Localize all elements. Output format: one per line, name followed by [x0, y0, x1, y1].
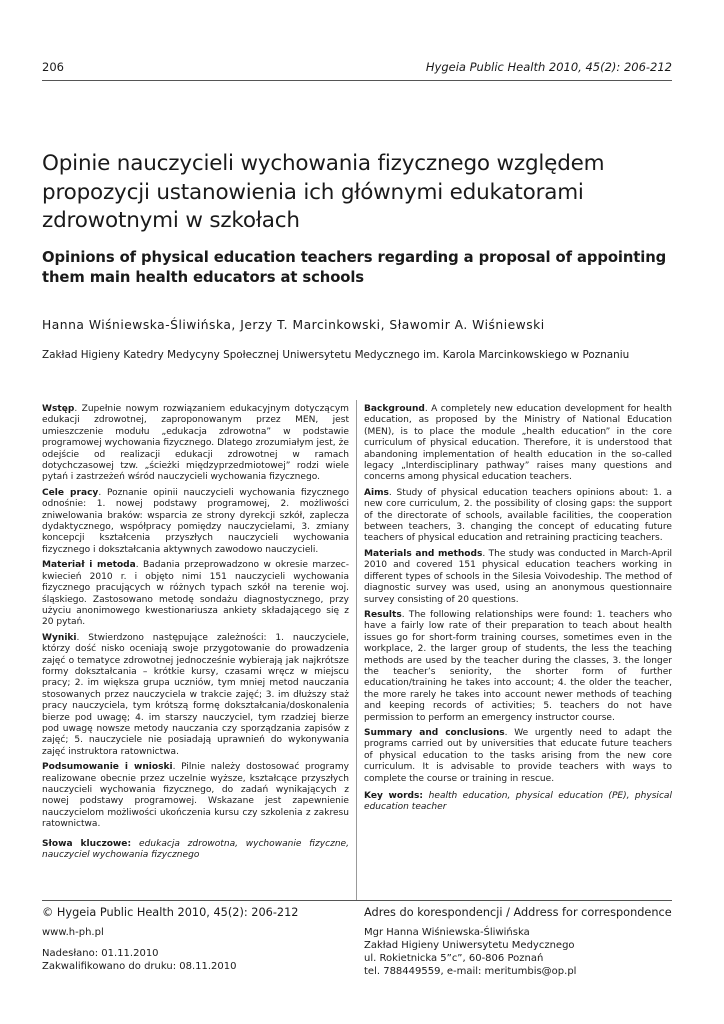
correspondence-heading: Adres do korespondencji / Address for correspondence	[364, 906, 672, 919]
abstract-english	[364, 404, 672, 844]
address-line: ul. Rokietnicka 5”c”, 60-806 Poznań	[364, 953, 544, 964]
abstract-pl-aim: Cele pracy. Poznanie opinii nauczycieli wychowania fizycznego odnośnie: 1. nowej podstawy programowej, 2. możliwości zniwelowania braków: wsparcia ze strony dyrekcji szkół, zaplecza dydaktycznego, współpracy pomiędzy nauczycielami, 3. zmiany koncepcji kształcenia przyszłych nauczycieli wychowania fizycznego i dokształcania aktywnych zawodowo nauczycieli.	[42, 487, 349, 555]
header-rule	[42, 80, 672, 81]
citation: © Hygeia Public Health 2010, 45(2): 206-212	[42, 906, 299, 919]
title-english: Opinions of physical education teachers regarding a proposal of appointing them main health educators at schools	[42, 249, 667, 286]
abstract-en-background: Background. A completely new education development for health education, as proposed by the Ministry of National Education (MEN), is to place the module „health education” in the core curriculum of physical education. Therefore, it is understood that abandoning implementation of health education in the so-called legacy „Interdisciplinary pathway” raises many questions and concerns among physical education teachers.	[364, 404, 672, 483]
page-number: 206	[42, 60, 64, 74]
address-line: Mgr Hanna Wiśniewska-Śliwińska	[364, 927, 530, 938]
affiliation: Zakład Higieny Katedry Medycyny Społecznej Uniwersytetu Medycznego im. Karola Marcinkowskiego w Poznaniu	[42, 349, 630, 361]
address-line: tel. 788449559, e-mail: meritumbis@op.pl	[364, 966, 577, 977]
publication-info	[42, 905, 342, 973]
abstract-pl-intro: Wstęp. Zupełnie nowym rozwiązaniem edukacyjnym dotyczącym edukacji zdrowotnej, zaproponowanym przez MEN, jest umieszczenie modułu „edukacja zdrowotna” w podstawie programowej wychowania fizycznego. Dlatego zrozumiałym jest, że odejście od realizacji edukacji zdrowotnej w ramach dotychczasowej tzw. „ścieżki międzyprzedmiotowej” rodzi wiele pytań i zastrzeżeń wśród nauczycieli wychowania fizycznego.	[42, 404, 349, 483]
abstract-en-aims: Aims. Study of physical education teachers opinions about: 1. a new core curriculum, 2. the possibility of closing gaps: the support of the directorate of schools, available facilities, the cooperation between teachers, 3. changing the concept of educating future teachers of physical education and retraining practicing teachers.	[364, 487, 672, 544]
journal-reference: Hygeia Public Health 2010, 45(2): 206-212	[425, 60, 672, 74]
submitted-date: Nadesłano: 01.11.2010	[42, 948, 159, 959]
abstract-en-summary: Summary and conclusions. We urgently need to adapt the programs carried out by universities that educate future teachers of physical education to the tasks arising from the new core curriculum. It is advisable to provide teachers with ways to complete the course or training in rescue.	[364, 727, 672, 784]
abstract-pl-conclusions: Podsumowanie i wnioski. Pilnie należy dostosować programy realizowane obecnie przez uczelnie wyższe, kształcące przyszłych nauczycieli wychowania fizycznego, do zadań wynikających z nowej podstawy programowej. Wskazane jest zapewnienie nauczycielom możliwości ukończenia kursu czy szkolenia z zakresu ratownictwa.	[42, 762, 349, 830]
abstract-en-keywords: Key words: health education, physical education (PE), physical education teacher	[364, 791, 672, 813]
address-line: Zakład Higieny Uniwersytetu Medycznego	[364, 940, 575, 951]
column-divider	[356, 400, 357, 900]
footer-rule	[42, 900, 672, 901]
correspondence-address	[364, 905, 684, 978]
abstract-pl-keywords: Słowa kluczowe: edukacja zdrowotna, wychowanie fizyczne, nauczyciel wychowania fizycznego	[42, 838, 349, 861]
abstract-en-results: Results. The following relationships were found: 1. teachers who have a fairly low rate of their preparation to teach about health issues go for short-form training courses, sometimes even in the workplace, 2. the larger group of students, the less the teaching methods are used by the teacher during the classes, 3. the longer the teacher’s seniority, the shorter form of further education/training he takes into account; 4. the older the teacher, the more rarely he takes into account newer methods of teaching and keeping records of activities; 5. teachers do not have permission to perform an emergency instructor course.	[364, 609, 672, 723]
authors: Hanna Wiśniewska-Śliwińska, Jerzy T. Marcinkowski, Sławomir A. Wiśniewski	[42, 318, 545, 332]
abstract-pl-methods: Materiał i metoda. Badania przeprowadzono w okresie marzec-kwiecień 2010 r. i objęto nimi 151 nauczycieli wychowania fizycznego pracujących w różnych typach szkół na terenie woj. śląskiego. Zastosowano metodę sondażu diagnostycznego, przy użyciu anonimowego kwestionariusza ankiety składającego się z 20 pytań.	[42, 560, 349, 628]
running-header	[42, 60, 672, 76]
website: www.h-ph.pl	[42, 927, 104, 938]
accepted-date: Zakwalifikowano do druku: 08.11.2010	[42, 961, 237, 972]
abstract-en-methods: Materials and methods. The study was conducted in March-April 2010 and covered 151 physical education teachers working in different types of schools in the Silesia Voivodeship. The method of diagnostic survey was used, using an anonymous questionnaire survey consisting of 20 questions.	[364, 548, 673, 605]
abstract-polish	[42, 404, 349, 900]
title-polish: Opinie nauczycieli wychowania fizycznego względem propozycji ustanowienia ich głównymi edukatorami zdrowotnymi w szkołach	[42, 151, 605, 233]
abstract-pl-results: Wyniki. Stwierdzono następujące zależności: 1. nauczyciele, którzy dość nisko oceniają swoje przygotowanie do prowadzenia zajęć o tematyce zdrowotnej jednocześnie wybierają jak najkrótsze formy dokształcania – krótkie kursy, czasami wręcz w miejscu pracy; 2. im większa grupa uczniów, tym mniej metod nauczania stosowanych przez nauczyciela w trakcie zajęć; 3. im dłuższy staż pracy nauczyciela, tym krótszą formę dokształcania/doskonalenia bierze pod uwagę; 4. im starszy nauczyciel, tym rzadziej bierze pod uwagę nowsze metody nauczania czy sporządzania zapisów z zajęć; 5. nauczyciele nie posiadają uprawnień do wykonywania zajęć instruktora ratownictwa.	[42, 632, 349, 757]
